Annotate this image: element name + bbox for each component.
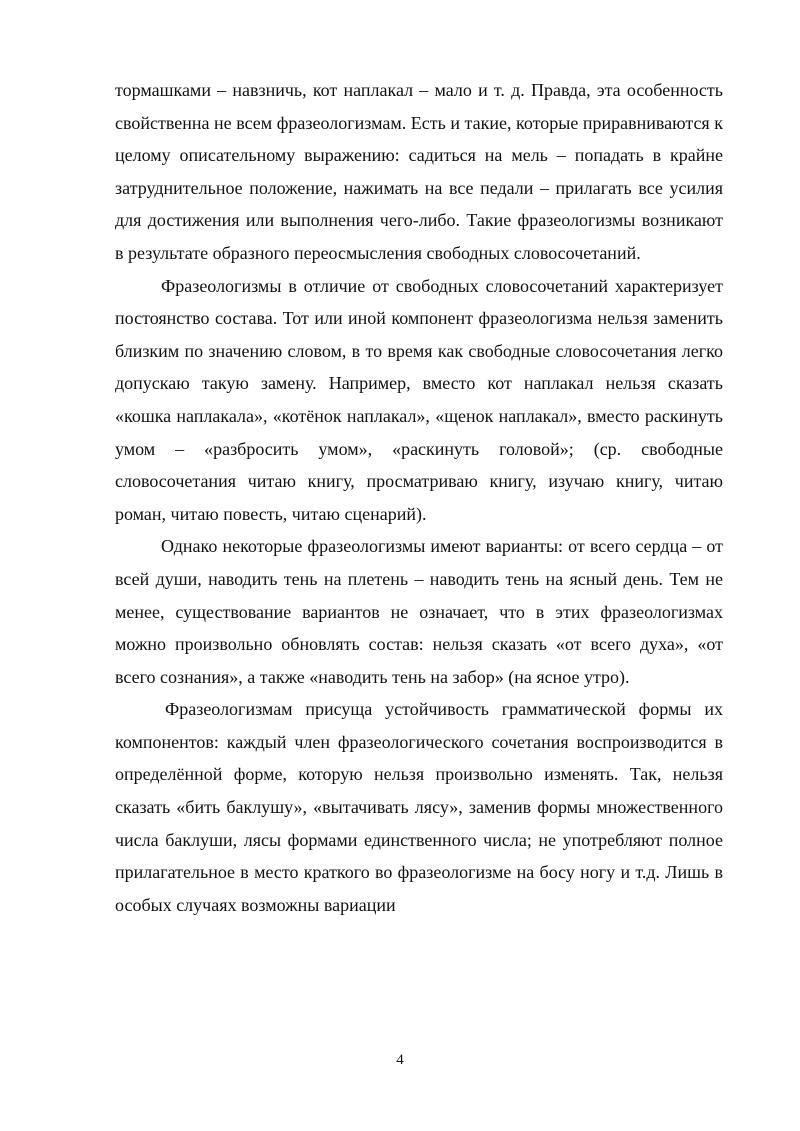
page-number: 4 [396,1052,404,1068]
paragraph-3: Однако некоторые фразеологизмы имеют варианты: от всего сердца – от всей души, наводить тень на плетень – наводить тень на ясный день. Тем не менее, существование вариантов не означает, что в этих фразеологизмах можно произвольно обновлять состав: нельзя сказать «от всего духа», «от всего сознания», а также «наводить тень на забор» (на ясное утро). [115,536,723,687]
body-text [115,74,723,921]
paragraph-1: тормашками – навзничь, кот наплакал – мало и т. д. Правда, эта особенность свойственна не всем фразеологизмам. Есть и такие, которые приравниваются к целому описательному выражению: садиться на мель – попадать в крайне затруднительное положение, нажимать на все педали – прилагать все усилия для достижения или выполнения чего-либо. Такие фразеологизмы возникают в результате образного переосмысления свободных словосочетаний. [115,80,723,263]
paragraph-4: Фразеологизмам присуща устойчивость грамматической формы их компонентов: каждый член фразеологического сочетания воспроизводится в определённой форме, которую нельзя произвольно изменять. Так, нельзя сказать «бить баклушу», «вытачивать лясу», заменив формы множественного числа баклуши, лясы формами единственного числа; не употребляют полное прилагательное в место краткого во фразеологизме на босу ногу и т.д. Лишь в особых случаях возможны вариации [115,699,723,915]
paragraph-2: Фразеологизмы в отличие от свободных словосочетаний характеризует постоянство состава. Тот или иной компонент фразеологизма нельзя заменить близким по значению словом, в то время как свободные словосочетания легко допускаю такую замену. Например, вместо кот наплакал нельзя сказать «кошка наплакала», «котёнок наплакал», «щенок наплакал», вместо раскинуть умом – «разбросить умом», «раскинуть головой»; (ср. свободные словосочетания читаю книгу, просматриваю книгу, изучаю книгу, читаю роман, читаю повесть, читаю сценарий). [115,275,723,524]
